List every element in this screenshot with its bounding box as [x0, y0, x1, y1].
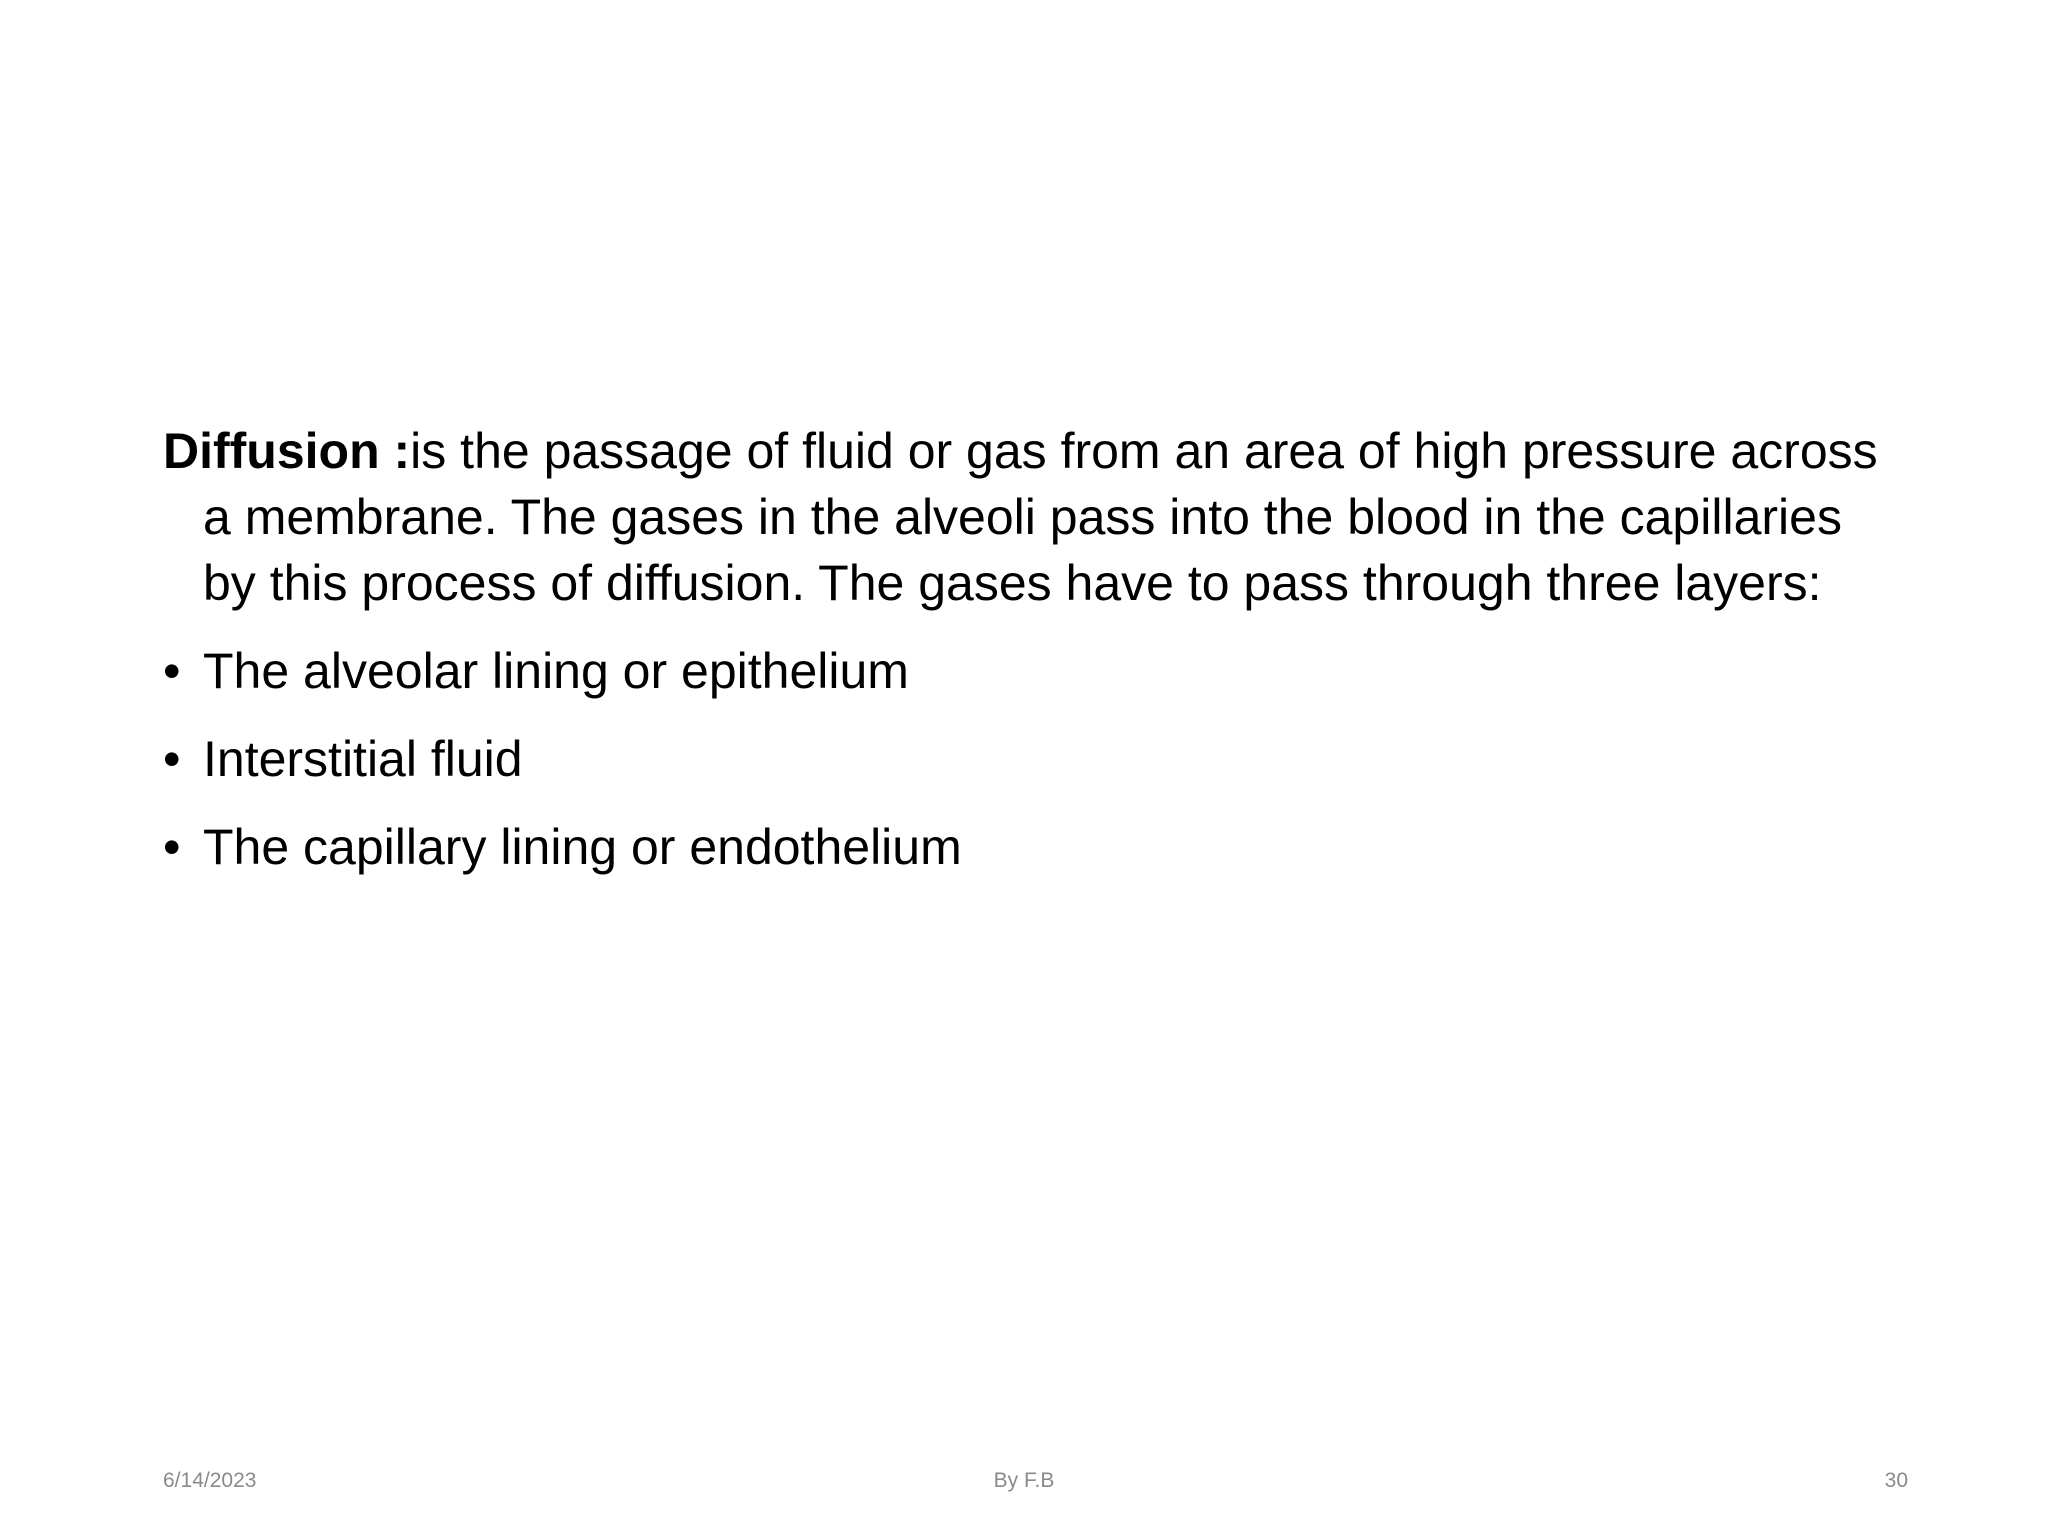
- footer-date: 6/14/2023: [163, 1469, 257, 1492]
- bullet-icon: •: [163, 731, 181, 787]
- definition-term: Diffusion :: [163, 423, 411, 479]
- definition-text: is the passage of fluid or gas from an area of high pressure across a membrane. The gases in the alveoli pass into the blood in the capillaries by this process of diffusion. The gases have to pass through three layers:: [203, 423, 1878, 611]
- slide-body: [163, 418, 1903, 902]
- footer-page-number: 30: [1884, 1469, 1908, 1492]
- footer-author: By F.B: [993, 1469, 1055, 1492]
- list-item: [163, 814, 1903, 880]
- bullet-text: The alveolar lining or epithelium: [203, 643, 909, 699]
- list-item: [163, 726, 1903, 792]
- bullet-text: Interstitial fluid: [203, 731, 523, 787]
- bullet-text: The capillary lining or endothelium: [203, 819, 962, 875]
- definition-paragraph: [163, 418, 1903, 616]
- bullet-list: [163, 638, 1903, 880]
- list-item: [163, 638, 1903, 704]
- bullet-icon: •: [163, 643, 181, 699]
- bullet-icon: •: [163, 819, 181, 875]
